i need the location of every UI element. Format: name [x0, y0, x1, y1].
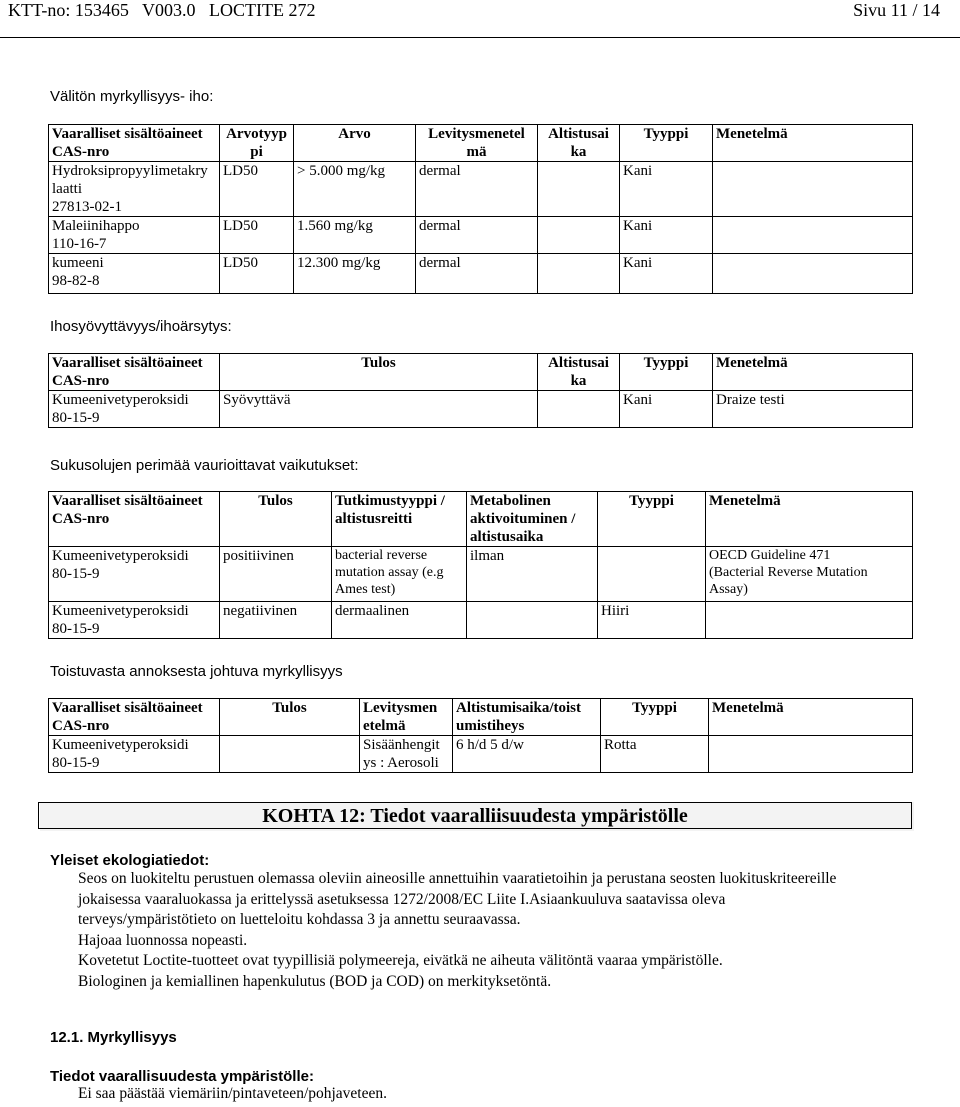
route: dermal [419, 163, 461, 179]
cas-number: 27813-02-1 [52, 199, 122, 215]
paragraph-line: Kovetetut Loctite-tuotteet ovat tyypillisiä polymeereja, eivätkä ne aiheuta välitöntä vaaraa ympäristölle. [78, 952, 723, 969]
col-header: Altistusai [548, 355, 609, 371]
study-type: mutation assay (e.g [335, 565, 444, 580]
env-info-text: Ei saa päästää viemäriin/pintaveteen/pohjaveteen. [78, 1085, 388, 1102]
col-header: Arvo [338, 126, 371, 142]
col-header: Menetelmä [716, 355, 788, 371]
species: Kani [623, 218, 653, 234]
substance-name: Kumeenivetyperoksidi [52, 548, 189, 564]
skin-corrosion-title: Ihosyövyttävyys/ihoärsytys: [50, 318, 232, 335]
route: dermal [419, 218, 461, 234]
col-header: Levitysmenetel [428, 126, 525, 142]
substance-name: Kumeenivetyperoksidi [52, 392, 189, 408]
acute-toxicity-title: Välitön myrkyllisyys- iho: [50, 88, 214, 105]
substance-name: kumeeni [52, 255, 104, 271]
col-header: pi [250, 144, 263, 160]
method: (Bacterial Reverse Mutation [709, 565, 868, 580]
col-header: Vaaralliset sisältöaineet [52, 700, 203, 716]
method: OECD Guideline 471 [709, 548, 831, 563]
table-row [49, 217, 913, 254]
col-header: Altistusai [548, 126, 609, 142]
cas-number: 110-16-7 [52, 236, 107, 252]
value: 1.560 mg/kg [297, 218, 373, 234]
cas-number: 98-82-8 [52, 273, 100, 289]
table-row [49, 602, 913, 639]
col-header: Tulos [361, 355, 396, 371]
repeated-dose-table [48, 698, 913, 773]
subsection-title: 12.1. Myrkyllisyys [50, 1029, 177, 1046]
cas-number: 80-15-9 [52, 755, 100, 771]
route: ys : Aerosoli [363, 755, 439, 771]
col-header: ka [570, 144, 587, 160]
species: Kani [623, 392, 653, 408]
col-header: CAS-nro [52, 511, 110, 527]
col-header: Menetelmä [709, 493, 781, 509]
method: Draize testi [716, 392, 785, 408]
col-header: Tyyppi [643, 355, 689, 371]
paragraph-line: jokaisessa vaaraluokassa ja erittelyssä asetuksessa 1272/2008/EC Liite I.Asiaankuuluva saatavissa oleva [78, 890, 726, 908]
cas-number: 80-15-9 [52, 410, 100, 426]
method: Assay) [709, 582, 748, 597]
cas-number: 80-15-9 [52, 566, 100, 582]
value-type: LD50 [223, 163, 258, 179]
table-header-row [49, 699, 913, 736]
col-header: Menetelmä [716, 126, 788, 142]
col-header: altistusreitti [335, 511, 413, 527]
paragraph-line: terveys/ympäristötieto on luetteloitu kohdassa 3 ja annettu seuraavassa. [78, 911, 521, 928]
page-number: Sivu 11 / 14 [853, 0, 940, 20]
study-type: dermaalinen [335, 603, 410, 619]
col-header: Arvotyyp [226, 126, 287, 142]
value-type: LD50 [223, 255, 258, 271]
value: 12.300 mg/kg [297, 255, 381, 271]
table-row [49, 736, 913, 773]
col-header: Tulos [272, 700, 307, 716]
col-header: Menetelmä [712, 700, 784, 716]
paragraph-line: Biologinen ja kemiallinen hapenkulutus (BOD ja COD) on merkityksetöntä. [78, 972, 552, 990]
mutagenicity-title: Sukusolujen perimää vaurioittavat vaikutukset: [50, 457, 359, 474]
paragraph-line: Seos on luokiteltu perustuen olemassa oleviin aineosille annettuihin vaaratietoihin ja perustana seosten luokituskriteereille [78, 870, 837, 887]
col-header: CAS-nro [52, 718, 110, 734]
repeated-dose-title: Toistuvasta annoksesta johtuva myrkyllisyys [50, 663, 343, 680]
col-header: CAS-nro [52, 144, 110, 160]
species: Kani [623, 163, 653, 179]
col-header: Vaaralliset sisältöaineet [52, 355, 203, 371]
result: negatiivinen [223, 603, 298, 619]
result: Syövyttävä [223, 392, 291, 408]
col-header: Tyyppi [632, 700, 677, 716]
col-header: altistusaika [470, 529, 544, 545]
substance-name: Maleiinihappo [52, 218, 140, 234]
substance-name: Kumeenivetyperoksidi [52, 737, 189, 753]
col-header: CAS-nro [52, 373, 110, 389]
table-row [49, 391, 913, 428]
header-divider [0, 37, 960, 38]
acute-toxicity-table [48, 124, 913, 294]
skin-corrosion-table [48, 353, 913, 428]
substance-name: Hydroksipropyylimetakry [52, 163, 208, 179]
metabolic-activation: ilman [470, 548, 505, 564]
col-header: Levitysmen [363, 700, 438, 716]
study-type: Ames test) [335, 582, 396, 597]
col-header: etelmä [363, 718, 406, 734]
col-header: Altistumisaika/toist [456, 700, 582, 716]
route: Sisäänhengit [363, 737, 440, 753]
general-eco-text [78, 869, 918, 992]
col-header: Tutkimustyyppi / [335, 493, 445, 509]
env-info-label: Tiedot vaarallisuudesta ympäristölle: [50, 1068, 314, 1085]
mutagenicity-table [48, 491, 913, 639]
col-header: Vaaralliset sisältöaineet [52, 493, 203, 509]
col-header: Vaaralliset sisältöaineet [52, 126, 203, 142]
col-header: Metabolinen [470, 493, 551, 509]
substance-name: Kumeenivetyperoksidi [52, 603, 189, 619]
species: Kani [623, 255, 653, 271]
result: positiivinen [223, 548, 294, 564]
value: > 5.000 mg/kg [297, 163, 386, 179]
paragraph-line: Hajoaa luonnossa nopeasti. [78, 931, 248, 949]
col-header: umistiheys [456, 718, 525, 734]
exposure-duration: 6 h/d 5 d/w [456, 737, 524, 753]
table-row [49, 254, 913, 294]
col-header: mä [466, 144, 487, 160]
document-id: KTT-no: 153465 V003.0 LOCTITE 272 [8, 0, 316, 20]
route: dermal [419, 255, 461, 271]
substance-name: laatti [52, 181, 82, 197]
table-header-row [49, 492, 913, 547]
general-eco-label: Yleiset ekologiatiedot: [50, 852, 210, 869]
col-header: Tyyppi [629, 493, 674, 509]
species: Hiiri [601, 603, 630, 619]
col-header: Tyyppi [643, 126, 689, 142]
col-header: aktivoituminen / [470, 511, 576, 527]
table-row [49, 162, 913, 217]
cas-number: 80-15-9 [52, 621, 100, 637]
col-header: Tulos [258, 493, 293, 509]
table-header-row [49, 354, 913, 391]
value-type: LD50 [223, 218, 258, 234]
section-12-title: KOHTA 12: Tiedot vaaralliisuudesta ympäristölle [38, 802, 912, 829]
table-header-row [49, 125, 913, 162]
species: Rotta [604, 737, 637, 753]
col-header: ka [570, 373, 587, 389]
study-type: bacterial reverse [335, 548, 428, 563]
table-row [49, 547, 913, 602]
